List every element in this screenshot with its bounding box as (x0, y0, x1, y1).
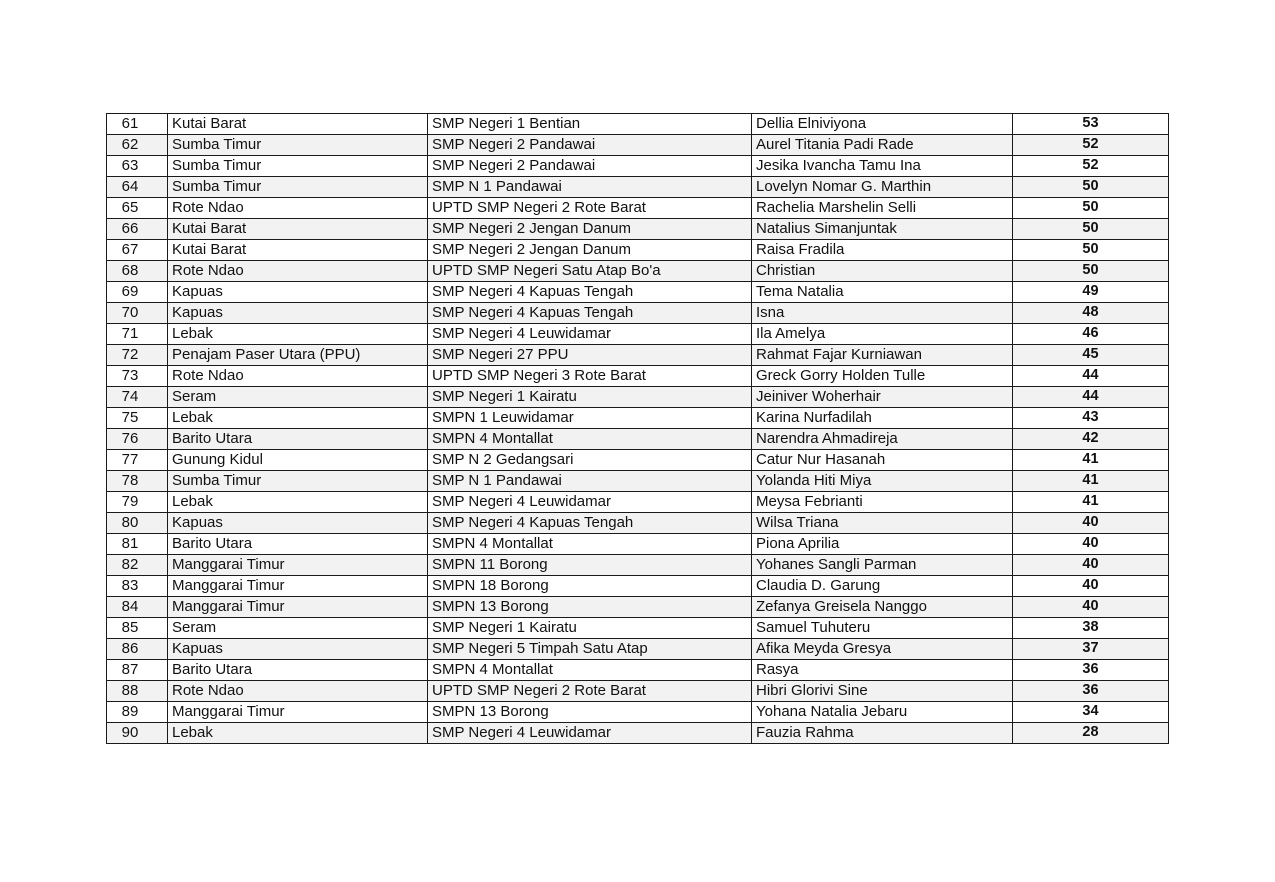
region-cell: Rote Ndao (168, 681, 428, 702)
region-cell: Barito Utara (168, 429, 428, 450)
school-cell: UPTD SMP Negeri Satu Atap Bo'a (428, 261, 752, 282)
region-cell: Kutai Barat (168, 240, 428, 261)
region-cell: Manggarai Timur (168, 555, 428, 576)
score-cell: 37 (1013, 639, 1169, 660)
score-cell: 40 (1013, 513, 1169, 534)
region-cell: Kapuas (168, 303, 428, 324)
school-cell: SMPN 13 Borong (428, 597, 752, 618)
score-cell: 49 (1013, 282, 1169, 303)
student-name-cell: Karina Nurfadilah (752, 408, 1013, 429)
table-row (107, 639, 1169, 660)
school-cell: SMPN 1 Leuwidamar (428, 408, 752, 429)
score-cell: 40 (1013, 576, 1169, 597)
student-name-cell: Zefanya Greisela Nanggo (752, 597, 1013, 618)
table-row (107, 177, 1169, 198)
school-cell: SMP Negeri 4 Leuwidamar (428, 324, 752, 345)
region-cell: Manggarai Timur (168, 576, 428, 597)
region-cell: Rote Ndao (168, 366, 428, 387)
table-row (107, 450, 1169, 471)
student-name-cell: Afika Meyda Gresya (752, 639, 1013, 660)
score-cell: 36 (1013, 681, 1169, 702)
student-name-cell: Rasya (752, 660, 1013, 681)
row-number: 66 (107, 219, 168, 240)
student-name-cell: Tema Natalia (752, 282, 1013, 303)
school-cell: SMPN 4 Montallat (428, 660, 752, 681)
student-name-cell: Yohanes Sangli Parman (752, 555, 1013, 576)
table-row (107, 240, 1169, 261)
school-cell: SMP Negeri 1 Bentian (428, 114, 752, 135)
region-cell: Rote Ndao (168, 198, 428, 219)
score-cell: 50 (1013, 219, 1169, 240)
student-name-cell: Rahmat Fajar Kurniawan (752, 345, 1013, 366)
school-cell: SMP Negeri 27 PPU (428, 345, 752, 366)
score-cell: 53 (1013, 114, 1169, 135)
region-cell: Manggarai Timur (168, 597, 428, 618)
student-name-cell: Piona Aprilia (752, 534, 1013, 555)
student-name-cell: Rachelia Marshelin Selli (752, 198, 1013, 219)
student-name-cell: Wilsa Triana (752, 513, 1013, 534)
table-row (107, 471, 1169, 492)
region-cell: Kapuas (168, 639, 428, 660)
table-row (107, 387, 1169, 408)
table-row (107, 660, 1169, 681)
region-cell: Kapuas (168, 513, 428, 534)
student-name-cell: Hibri Glorivi Sine (752, 681, 1013, 702)
school-cell: UPTD SMP Negeri 2 Rote Barat (428, 198, 752, 219)
school-cell: SMP Negeri 5 Timpah Satu Atap (428, 639, 752, 660)
school-cell: SMP N 1 Pandawai (428, 177, 752, 198)
region-cell: Kapuas (168, 282, 428, 303)
table-row (107, 324, 1169, 345)
table-row (107, 576, 1169, 597)
table-row (107, 513, 1169, 534)
table-row (107, 114, 1169, 135)
student-name-cell: Dellia Elniviyona (752, 114, 1013, 135)
region-cell: Kutai Barat (168, 219, 428, 240)
table-row (107, 282, 1169, 303)
region-cell: Kutai Barat (168, 114, 428, 135)
score-cell: 50 (1013, 177, 1169, 198)
school-cell: SMP Negeri 4 Leuwidamar (428, 492, 752, 513)
score-cell: 40 (1013, 534, 1169, 555)
school-cell: SMP Negeri 2 Jengan Danum (428, 240, 752, 261)
region-cell: Barito Utara (168, 660, 428, 681)
row-number: 80 (107, 513, 168, 534)
table-row (107, 534, 1169, 555)
row-number: 77 (107, 450, 168, 471)
student-name-cell: Lovelyn Nomar G. Marthin (752, 177, 1013, 198)
table-row (107, 345, 1169, 366)
score-cell: 40 (1013, 555, 1169, 576)
row-number: 89 (107, 702, 168, 723)
school-cell: SMP Negeri 4 Kapuas Tengah (428, 303, 752, 324)
student-name-cell: Aurel Titania Padi Rade (752, 135, 1013, 156)
school-cell: SMP Negeri 4 Kapuas Tengah (428, 513, 752, 534)
student-name-cell: Raisa Fradila (752, 240, 1013, 261)
row-number: 64 (107, 177, 168, 198)
row-number: 65 (107, 198, 168, 219)
table-row (107, 429, 1169, 450)
table-row (107, 555, 1169, 576)
table-row (107, 219, 1169, 240)
results-table-body (107, 114, 1169, 744)
score-cell: 44 (1013, 366, 1169, 387)
school-cell: SMPN 11 Borong (428, 555, 752, 576)
table-row (107, 681, 1169, 702)
region-cell: Lebak (168, 723, 428, 744)
region-cell: Seram (168, 387, 428, 408)
row-number: 85 (107, 618, 168, 639)
score-cell: 48 (1013, 303, 1169, 324)
table-row (107, 261, 1169, 282)
row-number: 76 (107, 429, 168, 450)
school-cell: SMP Negeri 2 Jengan Danum (428, 219, 752, 240)
table-row (107, 408, 1169, 429)
table-row (107, 303, 1169, 324)
region-cell: Sumba Timur (168, 135, 428, 156)
score-cell: 38 (1013, 618, 1169, 639)
student-name-cell: Claudia D. Garung (752, 576, 1013, 597)
region-cell: Gunung Kidul (168, 450, 428, 471)
table-row (107, 366, 1169, 387)
row-number: 84 (107, 597, 168, 618)
score-cell: 52 (1013, 135, 1169, 156)
table-row (107, 198, 1169, 219)
region-cell: Lebak (168, 492, 428, 513)
table-row (107, 618, 1169, 639)
row-number: 81 (107, 534, 168, 555)
score-cell: 50 (1013, 240, 1169, 261)
row-number: 69 (107, 282, 168, 303)
region-cell: Sumba Timur (168, 471, 428, 492)
score-cell: 41 (1013, 450, 1169, 471)
school-cell: SMPN 13 Borong (428, 702, 752, 723)
school-cell: UPTD SMP Negeri 3 Rote Barat (428, 366, 752, 387)
row-number: 62 (107, 135, 168, 156)
region-cell: Sumba Timur (168, 177, 428, 198)
student-name-cell: Narendra Ahmadireja (752, 429, 1013, 450)
row-number: 86 (107, 639, 168, 660)
score-cell: 46 (1013, 324, 1169, 345)
region-cell: Barito Utara (168, 534, 428, 555)
school-cell: SMP N 2 Gedangsari (428, 450, 752, 471)
student-name-cell: Meysa Febrianti (752, 492, 1013, 513)
school-cell: SMP Negeri 2 Pandawai (428, 135, 752, 156)
student-name-cell: Natalius Simanjuntak (752, 219, 1013, 240)
score-cell: 45 (1013, 345, 1169, 366)
region-cell: Lebak (168, 408, 428, 429)
region-cell: Sumba Timur (168, 156, 428, 177)
school-cell: SMP Negeri 4 Kapuas Tengah (428, 282, 752, 303)
table-row (107, 702, 1169, 723)
region-cell: Penajam Paser Utara (PPU) (168, 345, 428, 366)
row-number: 83 (107, 576, 168, 597)
region-cell: Seram (168, 618, 428, 639)
student-name-cell: Jesika Ivancha Tamu Ina (752, 156, 1013, 177)
row-number: 71 (107, 324, 168, 345)
row-number: 78 (107, 471, 168, 492)
score-cell: 41 (1013, 471, 1169, 492)
student-name-cell: Ila Amelya (752, 324, 1013, 345)
region-cell: Lebak (168, 324, 428, 345)
school-cell: SMPN 4 Montallat (428, 429, 752, 450)
row-number: 68 (107, 261, 168, 282)
student-name-cell: Samuel Tuhuteru (752, 618, 1013, 639)
row-number: 75 (107, 408, 168, 429)
row-number: 73 (107, 366, 168, 387)
school-cell: SMP Negeri 4 Leuwidamar (428, 723, 752, 744)
student-name-cell: Christian (752, 261, 1013, 282)
school-cell: SMP Negeri 1 Kairatu (428, 618, 752, 639)
school-cell: SMP Negeri 1 Kairatu (428, 387, 752, 408)
score-cell: 40 (1013, 597, 1169, 618)
table-row (107, 135, 1169, 156)
score-cell: 36 (1013, 660, 1169, 681)
score-cell: 44 (1013, 387, 1169, 408)
student-name-cell: Yohana Natalia Jebaru (752, 702, 1013, 723)
score-cell: 52 (1013, 156, 1169, 177)
student-name-cell: Yolanda Hiti Miya (752, 471, 1013, 492)
row-number: 67 (107, 240, 168, 261)
score-cell: 43 (1013, 408, 1169, 429)
school-cell: SMPN 18 Borong (428, 576, 752, 597)
row-number: 74 (107, 387, 168, 408)
score-cell: 50 (1013, 198, 1169, 219)
student-name-cell: Isna (752, 303, 1013, 324)
score-cell: 41 (1013, 492, 1169, 513)
results-table (106, 113, 1169, 744)
table-row (107, 723, 1169, 744)
table-row (107, 597, 1169, 618)
score-cell: 42 (1013, 429, 1169, 450)
row-number: 90 (107, 723, 168, 744)
row-number: 79 (107, 492, 168, 513)
student-name-cell: Jeiniver Woherhair (752, 387, 1013, 408)
score-cell: 50 (1013, 261, 1169, 282)
region-cell: Manggarai Timur (168, 702, 428, 723)
row-number: 82 (107, 555, 168, 576)
table-row (107, 492, 1169, 513)
student-name-cell: Greck Gorry Holden Tulle (752, 366, 1013, 387)
row-number: 70 (107, 303, 168, 324)
school-cell: UPTD SMP Negeri 2 Rote Barat (428, 681, 752, 702)
table-row (107, 156, 1169, 177)
row-number: 88 (107, 681, 168, 702)
row-number: 63 (107, 156, 168, 177)
region-cell: Rote Ndao (168, 261, 428, 282)
row-number: 61 (107, 114, 168, 135)
row-number: 72 (107, 345, 168, 366)
student-name-cell: Fauzia Rahma (752, 723, 1013, 744)
school-cell: SMP N 1 Pandawai (428, 471, 752, 492)
school-cell: SMP Negeri 2 Pandawai (428, 156, 752, 177)
row-number: 87 (107, 660, 168, 681)
score-cell: 34 (1013, 702, 1169, 723)
school-cell: SMPN 4 Montallat (428, 534, 752, 555)
student-name-cell: Catur Nur Hasanah (752, 450, 1013, 471)
score-cell: 28 (1013, 723, 1169, 744)
